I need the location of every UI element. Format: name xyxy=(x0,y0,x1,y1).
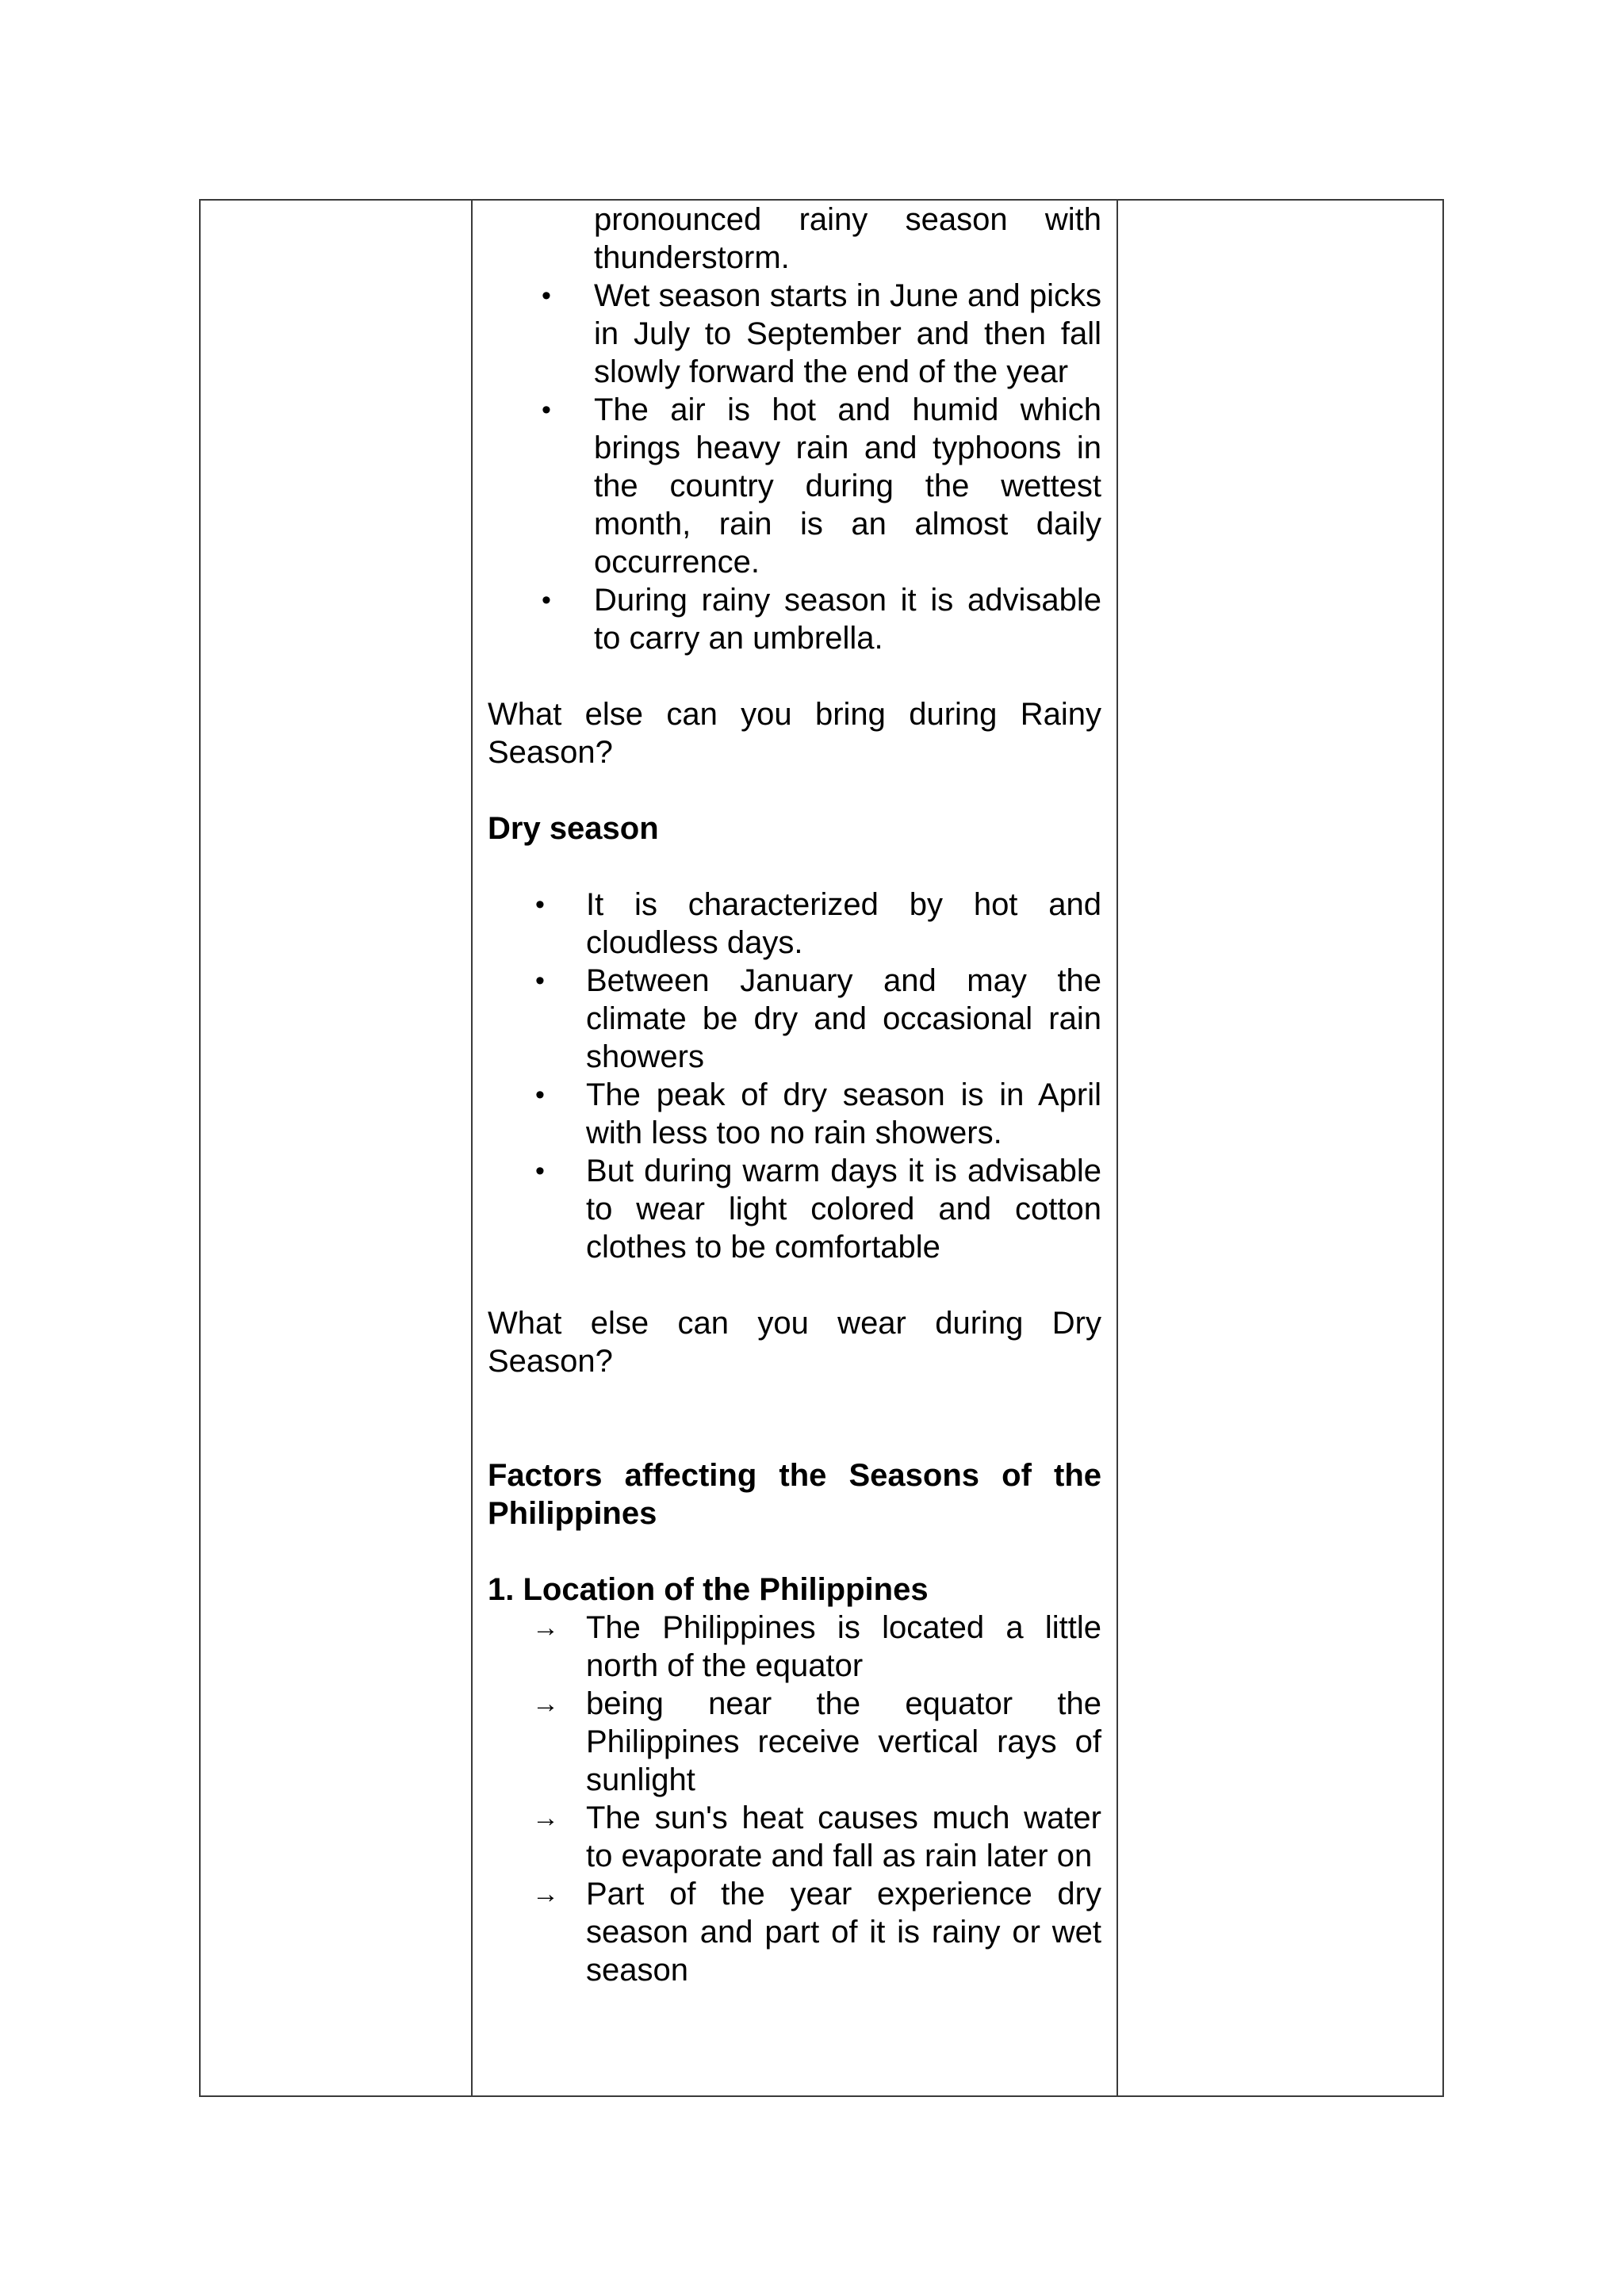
left-column-cell xyxy=(200,200,472,2096)
rainy-season-list xyxy=(488,277,1101,657)
content-column-cell xyxy=(472,200,1117,2096)
list-item xyxy=(488,1799,1101,1875)
rainy-season-question: What else can you bring during Rainy Season? xyxy=(488,697,1101,770)
list-item-text: The air is hot and humid which brings heavy rain and typhoons in the country during the wettest month, rain is an almost daily occurrence. xyxy=(594,392,1101,580)
bullet-icon: • xyxy=(535,890,545,920)
location-list xyxy=(488,1609,1101,1989)
list-item-text: The peak of dry season is in April with less too no rain showers. xyxy=(586,1077,1101,1150)
list-item-text: being near the equator the Philippines receive vertical rays of sunlight xyxy=(586,1686,1101,1797)
list-item-text: Between January and may the climate be dry and occasional rain showers xyxy=(586,963,1101,1074)
list-item xyxy=(488,1152,1101,1266)
arrow-right-icon: → xyxy=(532,1803,559,1833)
list-item xyxy=(488,277,1101,391)
bullet-icon: • xyxy=(542,585,551,615)
list-item xyxy=(488,1875,1101,1989)
list-item-text: The Philippines is located a little north of the equator xyxy=(586,1610,1101,1683)
list-item xyxy=(488,962,1101,1076)
lesson-plan-table xyxy=(199,199,1444,2097)
list-item-text: But during warm days it is advisable to wear light colored and cotton clothes to be comfortable xyxy=(586,1154,1101,1265)
arrow-right-icon: → xyxy=(532,1879,559,1909)
bullet-icon: • xyxy=(542,281,551,311)
list-item-text: Part of the year experience dry season and part of it is rainy or wet season xyxy=(586,1877,1101,1988)
list-item xyxy=(488,1076,1101,1152)
bullet-icon: • xyxy=(535,1080,545,1110)
list-item-text: The sun's heat causes much water to evaporate and fall as rain later on xyxy=(586,1800,1101,1873)
list-item-text: It is characterized by hot and cloudless days. xyxy=(586,887,1101,960)
list-item xyxy=(488,391,1101,581)
arrow-right-icon: → xyxy=(532,1613,559,1643)
list-item xyxy=(488,581,1101,657)
bullet-icon: • xyxy=(542,395,551,425)
factors-heading: Factors affecting the Seasons of the Philippines xyxy=(488,1458,1101,1531)
list-item-text: Wet season starts in June and picks in July to September and then fall slowly forward the end of the year xyxy=(594,278,1101,389)
list-item xyxy=(488,1685,1101,1799)
continued-text-line: thunderstorm. xyxy=(594,240,790,275)
dry-season-list xyxy=(488,886,1101,1266)
arrow-right-icon: → xyxy=(532,1689,559,1719)
list-item xyxy=(488,1609,1101,1685)
table-row xyxy=(200,200,1443,2096)
list-item-text: During rainy season it is advisable to carry an umbrella. xyxy=(594,583,1101,656)
dry-season-question: What else can you wear during Dry Season? xyxy=(488,1306,1101,1379)
content-body xyxy=(473,201,1116,1989)
continued-text-line: pronounced rainy season with xyxy=(594,202,1101,237)
list-item xyxy=(488,886,1101,962)
location-heading: 1. Location of the Philippines xyxy=(488,1572,929,1607)
bullet-icon: • xyxy=(535,966,545,996)
bullet-icon: • xyxy=(535,1156,545,1186)
right-column-cell xyxy=(1117,200,1443,2096)
dry-season-heading: Dry season xyxy=(488,811,659,846)
